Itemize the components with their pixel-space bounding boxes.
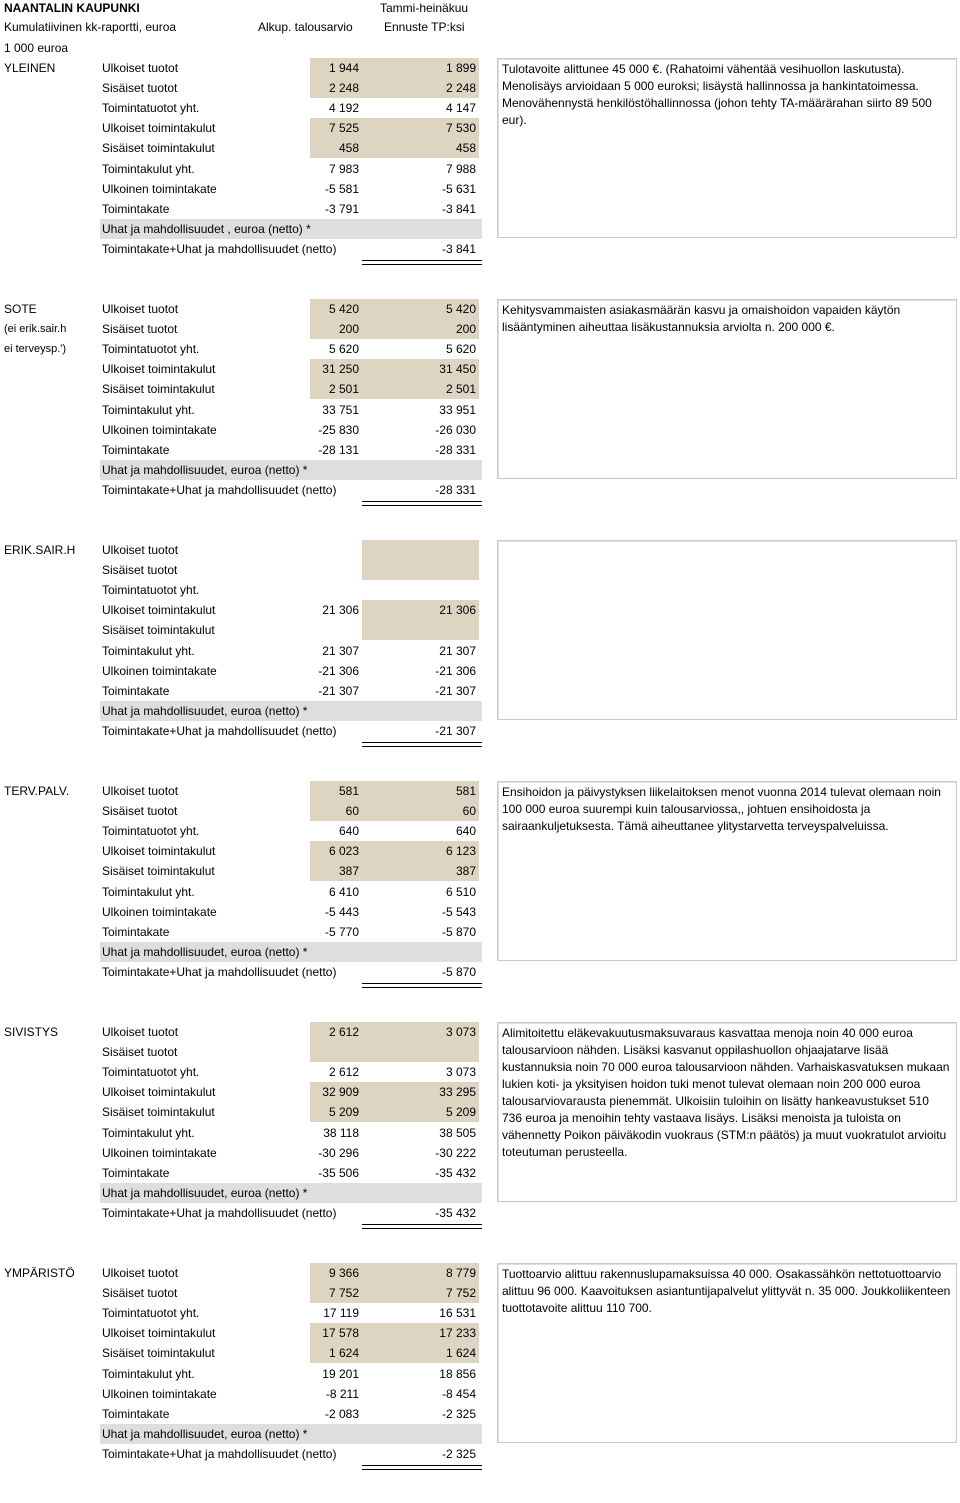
table-row	[100, 560, 482, 580]
budget-value: -5 581	[324, 182, 359, 196]
table-row	[100, 902, 482, 922]
row-label: Toimintakate+Uhat ja mahdollisuudet (netto)	[102, 483, 337, 497]
table-row	[100, 821, 482, 841]
forecast-value[interactable]: 33 295	[362, 1082, 479, 1102]
column-header-budget: Alkup. talousarvio	[258, 20, 353, 34]
forecast-value[interactable]: -5 631	[441, 182, 476, 196]
row-label: Uhat ja mahdollisuudet, euroa (netto) *	[102, 945, 308, 959]
table-row	[100, 922, 482, 942]
input-cell-shade	[310, 1042, 362, 1062]
forecast-value[interactable]: 60	[362, 801, 479, 821]
row-label: Toimintakate+Uhat ja mahdollisuudet (netto)	[102, 724, 337, 738]
forecast-value[interactable]	[362, 560, 479, 580]
forecast-value[interactable]: 18 856	[439, 1367, 476, 1381]
double-underline	[362, 1224, 482, 1229]
forecast-value[interactable]: 640	[455, 824, 476, 838]
row-label: Toimintakate+Uhat ja mahdollisuudet (netto)	[102, 242, 337, 256]
forecast-value[interactable]: -28 331	[435, 443, 476, 457]
table-row	[100, 580, 482, 600]
row-label: Toimintatuotot yht.	[102, 101, 200, 115]
row-label: Sisäiset tuotot	[102, 563, 178, 577]
section-2	[0, 540, 960, 780]
row-label: Sisäiset tuotot	[102, 81, 178, 95]
table-row	[100, 1203, 482, 1223]
budget-value: -28 131	[318, 443, 359, 457]
row-label: Toimintakate	[102, 1166, 170, 1180]
table-row	[100, 1183, 482, 1203]
row-label: Ulkoinen toimintakate	[102, 1387, 217, 1401]
row-label: Toimintakate	[102, 1407, 170, 1421]
row-label: Toimintakate	[102, 684, 170, 698]
forecast-value[interactable]: 8 779	[362, 1263, 479, 1283]
table-row	[100, 661, 482, 681]
table-row	[100, 781, 482, 801]
double-underline	[362, 742, 482, 747]
row-label: Toimintakulut yht.	[102, 644, 195, 658]
table-row	[100, 1283, 482, 1303]
table-row	[100, 701, 482, 721]
forecast-value[interactable]: 5 620	[445, 342, 476, 356]
forecast-value[interactable]: 6 510	[445, 885, 476, 899]
budget-value: -21 306	[318, 664, 359, 678]
budget-value: 4 192	[328, 101, 359, 115]
row-label: Toimintakulut yht.	[102, 1126, 195, 1140]
section-name-note: ei terveysp.')	[4, 343, 67, 355]
forecast-value[interactable]	[362, 701, 479, 721]
row-label: Ulkoinen toimintakate	[102, 1146, 217, 1160]
forecast-value[interactable]: 3 073	[445, 1065, 476, 1079]
section-5	[0, 1263, 960, 1503]
report-subtitle: Kumulatiivinen kk-raportti, euroa	[4, 20, 177, 34]
table-row	[100, 1404, 482, 1424]
budget-value: -2 083	[324, 1407, 359, 1421]
forecast-value[interactable]: -2 325	[441, 1407, 476, 1421]
forecast-value[interactable]: 6 123	[362, 841, 479, 861]
forecast-value[interactable]	[362, 540, 479, 560]
row-label: Toimintatuotot yht.	[102, 342, 200, 356]
table-row	[100, 159, 482, 179]
row-label: Ulkoiset toimintakulut	[102, 603, 216, 617]
table-row	[100, 1323, 482, 1343]
table-row	[100, 1444, 482, 1464]
row-label: Ulkoiset tuotot	[102, 302, 179, 316]
table-row	[100, 1263, 482, 1283]
forecast-value[interactable]: 21 307	[439, 644, 476, 658]
row-label: Toimintakate	[102, 443, 170, 457]
row-label: Ulkoiset tuotot	[102, 1266, 179, 1280]
forecast-value[interactable]: -21 307	[435, 724, 476, 738]
table-row	[100, 861, 482, 881]
table-row	[100, 118, 482, 138]
table-row	[100, 199, 482, 219]
forecast-value[interactable]: 458	[362, 138, 479, 158]
row-label: Sisäiset toimintakulut	[102, 141, 215, 155]
table-row	[100, 1424, 482, 1444]
forecast-value[interactable]: -21 306	[435, 664, 476, 678]
comment-box[interactable]: Ensihoidon ja päivystyksen liikelaitoksen menot vuonna 2014 tulevat olemaan noin 100 000 euroa suurempi kuin talousarviossa,, johtuen ensihoidosta ja sairaankuljetuksesta. Tämä aiheuttanee ylitystarvetta terveyspalveluissa.	[497, 781, 957, 961]
budget-value: 1 624	[328, 1346, 359, 1360]
forecast-value[interactable]: 2 501	[362, 379, 479, 399]
table-row	[100, 400, 482, 420]
table-row	[100, 379, 482, 399]
forecast-value[interactable]: 7 530	[362, 118, 479, 138]
table-row	[100, 460, 482, 480]
row-label: Uhat ja mahdollisuudet, euroa (netto) *	[102, 704, 308, 718]
forecast-value[interactable]: -30 222	[435, 1146, 476, 1160]
table-row	[100, 339, 482, 359]
row-label: Ulkoinen toimintakate	[102, 664, 217, 678]
forecast-value[interactable]	[362, 620, 479, 640]
row-label: Sisäiset toimintakulut	[102, 864, 215, 878]
table-row	[100, 138, 482, 158]
table-row	[100, 1143, 482, 1163]
double-underline	[362, 260, 482, 265]
table-row	[100, 319, 482, 339]
row-label: Sisäiset toimintakulut	[102, 382, 215, 396]
comment-box[interactable]: Tuottoarvio alittuu rakennuslupamaksuissa 40 000. Osakassähkön nettotuottoarvio alittuu 96 000. Kaavoituksen asiantuntijapalvelut ylittyvät n. 35 000. Joukkoliikenteen tuottotavoite alittuu 110 700.	[497, 1263, 957, 1443]
row-label: Ulkoiset toimintakulut	[102, 362, 216, 376]
budget-value: -3 791	[324, 202, 359, 216]
row-label: Ulkoiset tuotot	[102, 1025, 179, 1039]
row-label: Sisäiset toimintakulut	[102, 1346, 215, 1360]
double-underline	[362, 501, 482, 506]
table-row	[100, 239, 482, 259]
row-label: Sisäiset tuotot	[102, 322, 178, 336]
budget-value: 6 023	[328, 844, 359, 858]
forecast-value[interactable]: -8 454	[441, 1387, 476, 1401]
row-label: Toimintatuotot yht.	[102, 1306, 200, 1320]
row-label: Toimintakulut yht.	[102, 403, 195, 417]
forecast-value[interactable]: -26 030	[435, 423, 476, 437]
forecast-value[interactable]: 3 073	[362, 1022, 479, 1042]
row-label: Ulkoiset tuotot	[102, 543, 179, 557]
section-name: TERV.PALV.	[4, 784, 70, 798]
column-header-forecast: Ennuste TP:ksi	[384, 20, 465, 34]
forecast-value[interactable]: 387	[362, 861, 479, 881]
report-unit: 1 000 euroa	[4, 41, 69, 55]
table-row	[100, 1062, 482, 1082]
row-label: Toimintakate	[102, 925, 170, 939]
row-label: Sisäiset tuotot	[102, 804, 178, 818]
forecast-value[interactable]: 5 420	[362, 299, 479, 319]
table-row	[100, 681, 482, 701]
table-row	[100, 1343, 482, 1363]
row-label: Toimintakulut yht.	[102, 162, 195, 176]
row-label: Ulkoiset toimintakulut	[102, 844, 216, 858]
budget-value: 2 612	[328, 1065, 359, 1079]
budget-value: 2 501	[328, 382, 359, 396]
section-name: SOTE	[4, 302, 37, 316]
report-title: NAANTALIN KAUPUNKI	[4, 1, 140, 15]
forecast-value[interactable]: 1 624	[362, 1343, 479, 1363]
budget-value: 581	[338, 784, 359, 798]
forecast-value[interactable]: 200	[362, 319, 479, 339]
forecast-value[interactable]: -5 870	[441, 925, 476, 939]
row-label: Toimintatuotot yht.	[102, 583, 200, 597]
row-label: Ulkoinen toimintakate	[102, 905, 217, 919]
budget-value: 200	[338, 322, 359, 336]
budget-value: 640	[338, 824, 359, 838]
table-row	[100, 962, 482, 982]
forecast-value[interactable]	[362, 460, 479, 480]
table-row	[100, 942, 482, 962]
row-label: Sisäiset tuotot	[102, 1045, 178, 1059]
budget-value: 38 118	[323, 1126, 359, 1140]
section-name-note: (ei erik.sair.h	[4, 323, 67, 335]
budget-value: 7 983	[328, 162, 359, 176]
forecast-value[interactable]: 16 531	[439, 1306, 476, 1320]
comment-box[interactable]: Alimitoitettu eläkevakuutusmaksuvaraus kasvattaa menoja noin 40 000 euroa talousarvioon nähden. Lisäksi kasvanut oppilashuollon ohjaajatarve lisää kustannuksia noin 70 000 euroa talousarvioon nähden. Varhaiskasvatuksen mukaan lukien koti- ja yksityisen hoidon tuki menot tulevat olemaan noin 200 000 euroa talousarviovarausta pienemmät. Ulkoisiin tuloihin on lisätty hankeavustukset 510 736 euroa ja menoihin tehty vastaava lisäys. Lisäksi menoista ja tuloista on vähennetty Poikon päiväkodin vuokraus (STM:n päätös) ja muut vuokratulot arvioitu toteutuman perusteella.	[497, 1022, 957, 1202]
budget-value: -5 770	[324, 925, 359, 939]
row-label: Ulkoinen toimintakate	[102, 423, 217, 437]
table-row	[100, 78, 482, 98]
budget-value: 2 612	[328, 1025, 359, 1039]
budget-value: -30 296	[318, 1146, 359, 1160]
budget-value: 21 306	[322, 603, 359, 617]
row-label: Toimintakate+Uhat ja mahdollisuudet (netto)	[102, 1206, 337, 1220]
budget-value: 31 250	[322, 362, 359, 376]
budget-value: 21 307	[322, 644, 359, 658]
comment-box[interactable]: Tulotavoite alittunee 45 000 €. (Rahatoimi vähentää vesihuollon laskutusta). Menolisäys arvioidaan 5 000 euroksi; lisäystä hallinnossa ja hankintatoimessa. Menovähennystä henkilöstöhallinnossa (johon tehty TA-määrärahan siirto 89 500 eur).	[497, 58, 957, 238]
forecast-value[interactable]: 17 233	[362, 1323, 479, 1343]
table-row	[100, 600, 482, 620]
forecast-value[interactable]: -3 841	[441, 242, 476, 256]
forecast-value[interactable]: 38 505	[439, 1126, 476, 1140]
row-label: Toimintakate+Uhat ja mahdollisuudet (netto)	[102, 1447, 337, 1461]
comment-box[interactable]	[497, 540, 957, 720]
table-row	[100, 1384, 482, 1404]
table-row	[100, 1364, 482, 1384]
row-label: Uhat ja mahdollisuudet, euroa (netto) *	[102, 463, 308, 477]
table-row	[100, 98, 482, 118]
budget-value: 19 201	[322, 1367, 359, 1381]
forecast-value[interactable]: -21 307	[435, 684, 476, 698]
section-name: ERIK.SAIR.H	[4, 543, 76, 557]
table-row	[100, 1082, 482, 1102]
forecast-value[interactable]: 581	[362, 781, 479, 801]
section-4	[0, 1022, 960, 1262]
budget-value: 17 119	[323, 1306, 359, 1320]
forecast-value[interactable]: -5 543	[441, 905, 476, 919]
forecast-value[interactable]: 4 147	[445, 101, 476, 115]
section-0	[0, 58, 960, 298]
double-underline	[362, 983, 482, 988]
table-row	[100, 58, 482, 78]
table-row	[100, 1102, 482, 1122]
table-row	[100, 219, 482, 239]
table-row	[100, 1303, 482, 1323]
section-name: YMPÄRISTÖ	[4, 1266, 75, 1280]
forecast-value[interactable]: -35 432	[435, 1166, 476, 1180]
budget-value: 5 209	[328, 1105, 359, 1119]
forecast-value[interactable]: -3 841	[441, 202, 476, 216]
table-row	[100, 480, 482, 500]
budget-value: 9 366	[328, 1266, 359, 1280]
forecast-value[interactable]: 1 899	[362, 58, 479, 78]
forecast-value[interactable]: 33 951	[439, 403, 476, 417]
row-label: Toimintatuotot yht.	[102, 1065, 200, 1079]
budget-value: 2 248	[328, 81, 359, 95]
forecast-value[interactable]: -28 331	[435, 483, 476, 497]
table-row	[100, 721, 482, 741]
row-label: Toimintakate+Uhat ja mahdollisuudet (netto)	[102, 965, 337, 979]
section-3	[0, 781, 960, 1021]
forecast-value[interactable]	[362, 219, 479, 239]
table-row	[100, 299, 482, 319]
forecast-value[interactable]: 31 450	[362, 359, 479, 379]
forecast-value[interactable]: 21 306	[362, 600, 479, 620]
row-label: Toimintakulut yht.	[102, 1367, 195, 1381]
table-row	[100, 641, 482, 661]
forecast-value[interactable]	[362, 1183, 479, 1203]
table-row	[100, 801, 482, 821]
row-label: Uhat ja mahdollisuudet, euroa (netto) *	[102, 1186, 308, 1200]
budget-value: 7 525	[328, 121, 359, 135]
row-label: Ulkoiset tuotot	[102, 784, 179, 798]
section-name: SIVISTYS	[4, 1025, 59, 1039]
budget-value: 32 909	[322, 1085, 359, 1099]
table-row	[100, 1163, 482, 1183]
forecast-value[interactable]	[362, 1042, 479, 1062]
budget-value: 1 944	[328, 61, 359, 75]
table-row	[100, 359, 482, 379]
row-label: Ulkoiset toimintakulut	[102, 121, 216, 135]
forecast-value[interactable]	[362, 942, 479, 962]
budget-value: 387	[338, 864, 359, 878]
forecast-value[interactable]: 7 752	[362, 1283, 479, 1303]
row-label: Toimintakulut yht.	[102, 885, 195, 899]
table-row	[100, 1123, 482, 1143]
forecast-value[interactable]: 5 209	[362, 1102, 479, 1122]
table-row	[100, 440, 482, 460]
table-row	[100, 620, 482, 640]
budget-value: 5 420	[328, 302, 359, 316]
row-label: Toimintakate	[102, 202, 170, 216]
forecast-value[interactable]: 2 248	[362, 78, 479, 98]
forecast-value[interactable]: -5 870	[441, 965, 476, 979]
table-row	[100, 882, 482, 902]
budget-value: -21 307	[318, 684, 359, 698]
row-label: Ulkoinen toimintakate	[102, 182, 217, 196]
row-label: Ulkoiset tuotot	[102, 61, 179, 75]
forecast-value[interactable]: -35 432	[435, 1206, 476, 1220]
budget-value: 60	[345, 804, 359, 818]
budget-value: 7 752	[328, 1286, 359, 1300]
section-1	[0, 299, 960, 539]
budget-value: -25 830	[318, 423, 359, 437]
column-header-period: Tammi-heinäkuu	[380, 1, 469, 15]
double-underline	[362, 1465, 482, 1470]
budget-value: -35 506	[318, 1166, 359, 1180]
row-label: Toimintatuotot yht.	[102, 824, 200, 838]
comment-box[interactable]: Kehitysvammaisten asiakasmäärän kasvu ja omaishoidon vapaiden käytön lisääntyminen aiheuttaa lisäkustannuksia arviolta n. 200 000 €.	[497, 299, 957, 479]
table-row	[100, 1022, 482, 1042]
section-name: YLEINEN	[4, 61, 56, 75]
budget-value: 6 410	[328, 885, 359, 899]
row-label: Sisäiset toimintakulut	[102, 1105, 215, 1119]
budget-value: 458	[338, 141, 359, 155]
row-label: Sisäiset tuotot	[102, 1286, 178, 1300]
forecast-value[interactable]: -2 325	[441, 1447, 476, 1461]
row-label: Uhat ja mahdollisuudet , euroa (netto) *	[102, 222, 311, 236]
budget-value: -8 211	[325, 1387, 359, 1401]
table-row	[100, 179, 482, 199]
row-label: Ulkoiset toimintakulut	[102, 1085, 216, 1099]
forecast-value[interactable]	[362, 1424, 479, 1444]
forecast-value[interactable]	[362, 580, 479, 600]
forecast-value[interactable]: 7 988	[445, 162, 476, 176]
row-label: Sisäiset toimintakulut	[102, 623, 215, 637]
table-row	[100, 420, 482, 440]
budget-value: 17 578	[322, 1326, 359, 1340]
budget-value: 5 620	[328, 342, 359, 356]
table-row	[100, 841, 482, 861]
budget-value: -5 443	[324, 905, 359, 919]
table-row	[100, 1042, 482, 1062]
row-label: Uhat ja mahdollisuudet, euroa (netto) *	[102, 1427, 308, 1441]
row-label: Ulkoiset toimintakulut	[102, 1326, 216, 1340]
table-row	[100, 540, 482, 560]
budget-value: 33 751	[322, 403, 359, 417]
